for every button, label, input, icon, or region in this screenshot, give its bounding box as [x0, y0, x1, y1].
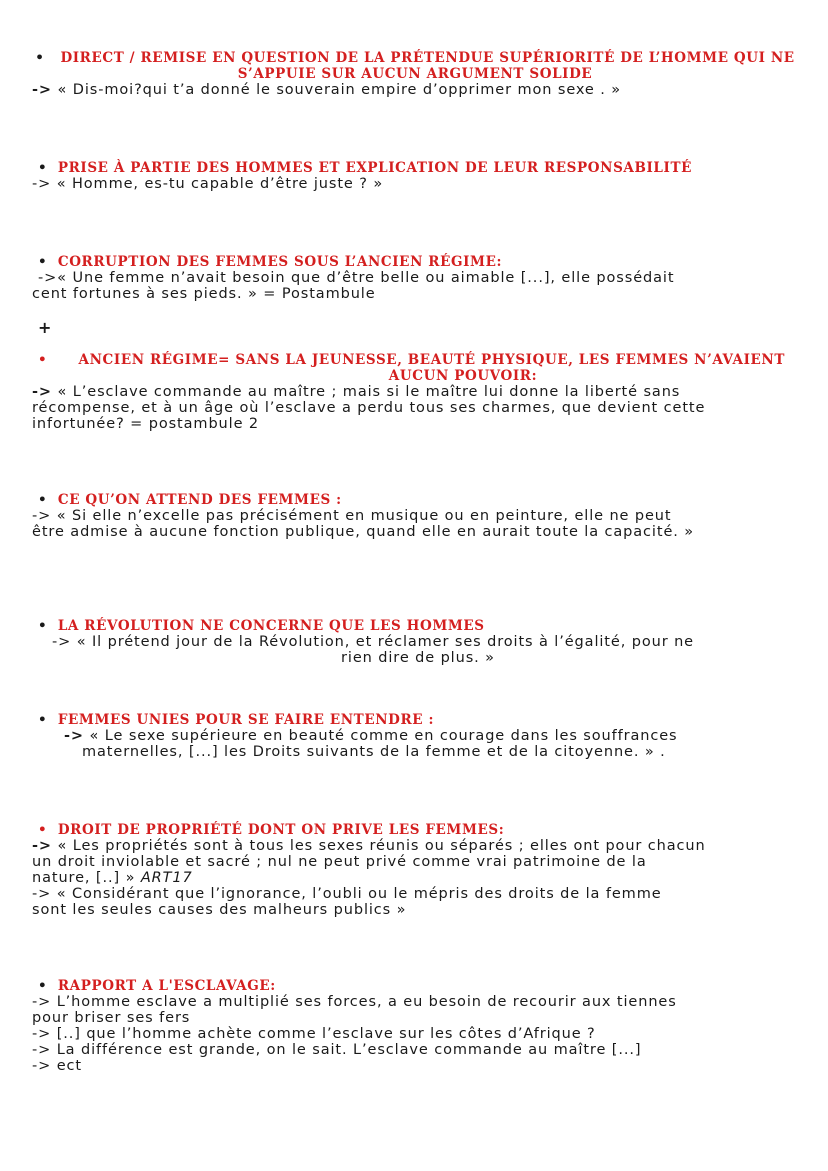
section-heading: • CE QU’ON ATTEND DES FEMMES :: [38, 492, 342, 508]
quote-line: -> La différence est grande, on le sait. L’esclave commande au maître [...]: [32, 1042, 642, 1058]
section-superiorite: [32, 50, 798, 98]
plus-icon: +: [38, 318, 52, 337]
quote-line: -> « L’esclave commande au maître ; mais si le maître lui donne la liberté sans: [32, 384, 681, 400]
quote-line: ->« Une femme n’avait besoin que d’être belle ou aimable [...], elle possédait: [38, 270, 675, 286]
section-corruption: [32, 254, 798, 302]
section-heading: • CORRUPTION DES FEMMES SOUS L’ANCIEN RÉGIME:: [38, 254, 503, 270]
bullet-icon: •: [38, 492, 48, 508]
quote-line: récompense, et à un âge où l’esclave a perdu tous ses charmes, que devient cette: [32, 400, 706, 416]
section-heading-line2: AUCUN POUVOIR:: [388, 368, 538, 384]
arrow-icon: ->: [32, 384, 52, 400]
quote-line: -> « Considérant que l’ignorance, l’oubli ou le mépris des droits de la femme: [32, 886, 662, 902]
quote-line: -> « Les propriétés sont à tous les sexes réunis ou séparés ; elles ont pour chacun: [32, 838, 706, 854]
bullet-icon: •: [35, 50, 45, 66]
quote-line: infortunée? = postambule 2: [32, 416, 260, 432]
quote-line: pour briser ses fers: [32, 1010, 191, 1026]
section-heading: • RAPPORT A L'ESCLAVAGE:: [38, 978, 276, 994]
bullet-icon: •: [38, 978, 48, 994]
section-heading: • PRISE À PARTIE DES HOMMES ET EXPLICATION DE LEUR RESPONSABILITÉ: [38, 160, 692, 176]
bullet-icon: •: [38, 254, 48, 270]
arrow-icon: ->: [32, 176, 52, 192]
section-heading: • ANCIEN RÉGIME= SANS LA JEUNESSE, BEAUTÉ PHYSIQUE, LES FEMMES N’AVAIENT: [38, 352, 785, 368]
quote-line: -> « Le sexe supérieure en beauté comme en courage dans les souffrances: [64, 728, 678, 744]
bullet-icon: •: [38, 352, 48, 368]
section-femmes-unies: [32, 712, 798, 760]
bullet-icon: •: [38, 160, 48, 176]
quote-line: être admise à aucune fonction publique, quand elle en aurait toute la capacité. »: [32, 524, 695, 540]
quote-line: -> « Il prétend jour de la Révolution, et réclamer ses droits à l’égalité, pour ne: [52, 634, 694, 650]
article-ref: ART17: [140, 870, 193, 886]
quote-line: -> [..] que l’homme achète comme l’esclave sur les côtes d’Afrique ?: [32, 1026, 596, 1042]
arrow-icon: ->: [64, 728, 84, 744]
quote-line: -> ect: [32, 1058, 82, 1074]
section-heading: • DIRECT / REMISE EN QUESTION DE LA PRÉTENDUE SUPÉRIORITÉ DE L’HOMME QUI NE: [35, 50, 795, 66]
bullet-icon: •: [38, 822, 48, 838]
bullet-icon: •: [38, 712, 48, 728]
arrow-icon: ->: [32, 82, 52, 98]
quote-line: -> L’homme esclave a multiplié ses forces, a eu besoin de recourir aux tiennes: [32, 994, 677, 1010]
quote-line: cent fortunes à ses pieds. » = Postambule: [32, 286, 376, 302]
quote-line: nature, [..] » ART17: [32, 870, 193, 886]
quote-line: un droit inviolable et sacré ; nul ne peut privé comme vrai patrimoine de la: [32, 854, 647, 870]
quote-line: rien dire de plus. »: [341, 650, 495, 666]
section-heading: • DROIT DE PROPRIÉTÉ DONT ON PRIVE LES FEMMES:: [38, 822, 505, 838]
section-revolution: [32, 618, 798, 666]
section-esclavage: [32, 978, 798, 1074]
section-heading-line2: S’APPUIE SUR AUCUN ARGUMENT SOLIDE: [237, 66, 593, 82]
section-propriete: [32, 822, 798, 918]
section-prise-a-partie: [32, 160, 798, 192]
section-attentes: [32, 492, 798, 540]
section-heading: • FEMMES UNIES POUR SE FAIRE ENTENDRE :: [38, 712, 435, 728]
arrow-icon: ->: [32, 838, 52, 854]
quote-line: maternelles, [...] les Droits suivants de la femme et de la citoyenne. » .: [82, 744, 666, 760]
section-ancien-regime: [32, 352, 798, 432]
quote-line: sont les seules causes des malheurs publics »: [32, 902, 407, 918]
quote-line: -> « Homme, es-tu capable d’être juste ? »: [32, 176, 384, 192]
section-heading: • LA RÉVOLUTION NE CONCERNE QUE LES HOMMES: [38, 618, 485, 634]
quote-line: -> « Si elle n’excelle pas précisément en musique ou en peinture, elle ne peut: [32, 508, 672, 524]
bullet-icon: •: [38, 618, 48, 634]
quote-line: -> « Dis-moi?qui t’a donné le souverain empire d’opprimer mon sexe . »: [32, 82, 622, 98]
